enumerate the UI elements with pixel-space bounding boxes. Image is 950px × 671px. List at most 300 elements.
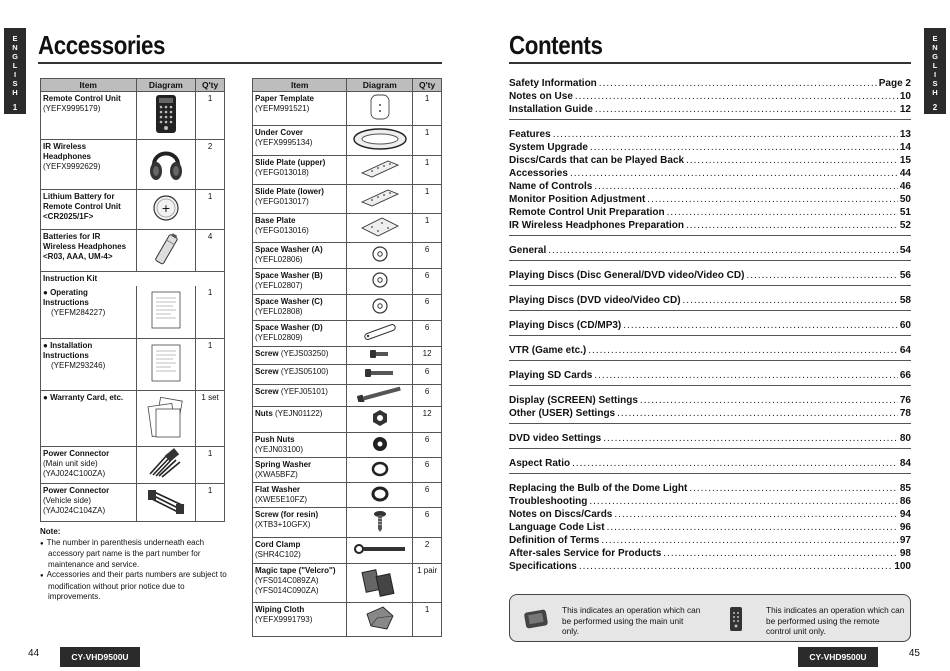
tab-letter: H [932,88,938,97]
remote-control-icon [722,605,750,633]
item-name: Remote Control Unit [43,94,121,103]
toc-entry-page: 80 [899,433,911,444]
push-nut-icon [371,435,389,453]
instruction-kit-title: Instruction Kit [41,272,225,287]
table-row [253,126,442,156]
table-row [41,140,225,190]
note-item: ● The number in parenthesis underneath each accessory part name is the part number for maintenance and service. [40,538,230,571]
toc-entry-label: Other (USER) Settings [509,408,616,419]
part-number: (YAJ024C100ZA) [43,468,106,478]
right-page [475,0,950,671]
item-name: Warranty Card, etc. [50,392,124,402]
toc-entry-page: 64 [899,345,911,356]
item-name: Screw [255,349,279,358]
item-qty: 6 [413,483,442,508]
toc-leader-dots [746,269,897,282]
item-name: Base Plate [255,216,296,225]
toc-entry [509,319,911,332]
toc-entry-label: Notes on Discs/Cards [509,509,613,520]
toc-entry-page: 14 [899,142,911,153]
tab-letter: I [933,70,937,79]
item-qty: 1 [413,185,442,214]
toc-entry-label: Playing Discs (Disc General/DVD video/Video CD) [509,270,745,281]
table-row [253,365,442,385]
table-row [41,190,225,230]
item-qty: 1 pair [413,564,442,603]
toc-entry-page: 86 [899,496,911,507]
toc-entry-label: Safety Information [509,78,597,89]
toc-entry-label: Definition of Terms [509,535,600,546]
item-qty: 6 [413,269,442,295]
part-number: (YAJ024C104ZA) [43,505,106,515]
toc-entry-page: Page 2 [878,78,911,89]
part-number: (YEFX9992629) [43,162,101,171]
toc-group [509,267,911,286]
space-washer-d-icon [360,322,400,342]
part-number: (SHR4C102) [255,550,301,559]
item-qty: 1 [196,446,225,483]
toc-entry-label: Discs/Cards that can be Played Back [509,155,685,166]
table-row [253,269,442,295]
item-name: Paper Template [255,94,314,103]
space-washer-b-icon [370,270,390,290]
toc-entry [509,90,911,103]
tab-letter: I [13,70,17,79]
toc-entry-page: 46 [899,181,911,192]
table-row [41,446,225,483]
toc-leader-dots [599,77,877,90]
short-screw-icon [368,348,392,360]
headphones-icon [148,143,184,183]
toc-leader-dots [607,521,898,534]
toc-group [509,342,911,361]
item-name: Cord Clamp [255,540,301,549]
table-row [253,156,442,185]
item-qty: 1 [413,92,442,126]
table-row [253,433,442,458]
part-number: (XWA5BFZ) [255,470,298,479]
item-name: Space Washer (B) [255,271,323,280]
item-qty: 1 [413,156,442,185]
space-washer-a-icon [370,244,390,264]
part-number: (YEFL02807) [255,281,303,290]
toc-entry-page: 50 [899,194,911,205]
toc-leader-dots [614,508,898,521]
under-cover-icon [352,127,408,151]
nut-icon [370,408,390,428]
part-number: (YEFM991521) [255,104,310,113]
item-qty: 6 [413,365,442,385]
toc-leader-dots [595,103,898,116]
part-number: (YEJN01122) [275,409,323,418]
tab-letter: G [12,52,18,61]
part-number: (YEFL02806) [255,255,303,264]
toc-group [509,430,911,449]
toc-group [509,126,911,236]
table-row [253,458,442,483]
part-number: (YEFX9995134) [255,138,313,147]
toc-group [509,392,911,424]
item-name: Slide Plate (upper) [255,158,326,167]
item-qty: 6 [413,295,442,321]
toc-entry [509,269,911,282]
toc-entry-label: Notes on Use [509,91,573,102]
table-row [41,230,225,272]
part-number: (YEFJ05101) [280,387,328,396]
item-name: Screw [255,367,279,376]
cord-clamp-icon [352,541,408,557]
toc-entry-page: 54 [899,245,911,256]
remote-control-icon [154,94,178,134]
item-name: Space Washer (C) [255,297,323,306]
toc-entry-page: 60 [899,320,911,331]
toc-group [509,77,911,120]
language-tab-left [4,28,26,114]
toc-entry [509,206,911,219]
title-rule [509,62,911,64]
item-subtitle: (Vehicle side) [43,495,92,505]
toc-entry-label: Replacing the Bulb of the Dome Light [509,483,688,494]
item-name: Slide Plate (lower) [255,187,324,196]
part-number: (YEFM293246) [51,360,106,370]
tab-letter: H [12,88,18,97]
toc-leader-dots [640,394,898,407]
toc-entry-label: After-sales Service for Products [509,548,662,559]
toc-entry-page: 96 [899,522,911,533]
toc-entry-page: 94 [899,509,911,520]
item-qty: 2 [413,538,442,564]
table-row [253,564,442,603]
header-item: Item [253,79,347,92]
toc-leader-dots [594,369,898,382]
toc-entry-page: 10 [899,91,911,102]
item-name: Nuts [255,409,273,418]
part-number: (YFS014C090ZA) [255,586,319,595]
part-number: (YEFG013018) [255,168,309,177]
table-row [253,407,442,433]
table-row [253,508,442,538]
page-title: Accessories [38,30,166,60]
table-row [41,272,225,287]
space-washer-c-icon [370,296,390,316]
item-name: Spring Washer [255,460,312,469]
toc-entry-page: 52 [899,220,911,231]
part-number: (YEFG013016) [255,226,309,235]
legend-remote-text: This indicates an operation which can be performed using the remote control unit only. [766,605,905,636]
table-row [253,483,442,508]
toc-entry-page: 56 [899,270,911,281]
toc-leader-dots [686,154,898,167]
item-subtitle: (Main unit side) [43,458,98,468]
toc-leader-dots [689,482,898,495]
table-row [41,483,225,521]
page-title: Contents [509,30,603,60]
part-number: (YFS014C089ZA) [255,576,319,585]
toc-entry [509,244,911,257]
header-item: Item [41,79,137,92]
toc-entry [509,394,911,407]
item-qty: 2 [196,140,225,190]
item-name: Screw (for resin) [255,510,319,519]
toc-leader-dots [553,128,898,141]
toc-leader-dots [663,547,898,560]
medium-screw-icon [363,366,397,380]
toc-leader-dots [590,141,898,154]
toc-entry [509,141,911,154]
toc-entry-page: 76 [899,395,911,406]
toc-entry [509,219,911,232]
toc-leader-dots [603,432,898,445]
header-qty: Q'ty [413,79,442,92]
base-plate-icon [358,216,402,238]
page-number: 45 [908,648,920,659]
toc-entry-page: 98 [899,548,911,559]
tab-letter: N [12,43,18,52]
table-row [253,185,442,214]
toc-entry-label: Troubleshooting [509,496,588,507]
item-qty: 1 [413,126,442,156]
tab-letter: S [932,79,938,88]
note-item: ● Accessories and their parts numbers are subject to modification without prior notice due to improvements. [40,570,230,603]
toc-leader-dots [572,457,898,470]
part-number: (YEJS03250) [280,349,329,358]
table-row [41,92,225,140]
toc-entry-label: Playing Discs (DVD video/Video CD) [509,295,681,306]
table-row: ● Operating Instructions (YEFM284227) 1 [41,286,225,338]
tab-letter: L [12,61,18,70]
toc-entry-label: Accessories [509,168,568,179]
toc-entry-label: System Upgrade [509,142,588,153]
toc-entry-label: Display (SCREEN) Settings [509,395,638,406]
toc-group [509,455,911,474]
manual-icon [149,290,183,330]
item-name: IR Wireless Headphones [43,142,92,161]
toc-entry [509,495,911,508]
toc-group [509,367,911,386]
toc-entry [509,457,911,470]
toc-entry [509,508,911,521]
toc-leader-dots [548,244,898,257]
item-qty: 1 [413,603,442,637]
header-diagram: Diagram [347,79,413,92]
aaa-battery-icon [151,231,181,267]
table-row [253,214,442,243]
toc-leader-dots [594,180,898,193]
toc-entry-label: Name of Controls [509,181,593,192]
part-number: (YEFL02809) [255,333,303,342]
item-qty: 1 set [196,390,225,446]
model-badge: CY-VHD9500U [60,647,140,667]
slide-plate-lower-icon [358,188,402,208]
part-number: (XWE5E10FZ) [255,495,308,504]
item-qty: 1 [196,190,225,230]
item-name: Power Connector [43,448,110,458]
accessories-table-right [252,78,442,637]
manual-icon [149,343,183,383]
table-of-contents [509,77,911,576]
model-badge: CY-VHD9500U [798,647,878,667]
item-name: Under Cover [255,128,304,137]
toc-entry-page: 97 [899,535,911,546]
item-name: Wiping Cloth [255,605,305,614]
item-name: Operating Instructions [43,288,89,307]
toc-entry-label: General [509,245,547,256]
toc-entry-label: IR Wireless Headphones Preparation [509,220,684,231]
item-qty: 1 [196,338,225,390]
item-name: Screw [255,387,279,396]
toc-entry [509,407,911,420]
part-number: (YEFX9995179) [43,104,101,113]
toc-entry-label: Installation Guide [509,104,593,115]
toc-entry-label: Playing SD Cards [509,370,593,381]
table-row [253,347,442,365]
title-rule [38,62,442,64]
tab-letter: L [932,61,938,70]
table-row [253,385,442,407]
toc-entry [509,432,911,445]
toc-entry-page: 100 [894,561,911,572]
header-diagram: Diagram [136,79,196,92]
svg-text:+: + [161,202,171,215]
toc-entry [509,180,911,193]
item-name: Push Nuts [255,435,295,444]
toc-entry [509,193,911,206]
item-name: Batteries for IR Wireless Headphones <R03, AAA, UM-4> [43,232,127,261]
item-qty: 6 [413,508,442,538]
toc-entry-page: 12 [899,104,911,115]
toc-group [509,292,911,311]
item-name: Lithium Battery for Remote Control Unit <CR2025/1F> [43,192,121,221]
toc-leader-dots [601,534,898,547]
toc-entry-label: VTR (Game etc.) [509,345,587,356]
table-row [253,538,442,564]
toc-group [509,242,911,261]
table-row: ● Installation Instructions (YEFM293246) 1 [41,338,225,390]
toc-leader-dots [647,193,898,206]
paper-template-icon [369,93,391,121]
accessories-table-left [40,78,225,522]
warranty-cards-icon [146,395,186,439]
toc-group [509,317,911,336]
power-connector-vehicle-icon [146,486,186,516]
toc-entry-label: Playing Discs (CD/MP3) [509,320,622,331]
tab-letter: E [12,34,18,43]
toc-entry [509,77,911,90]
toc-entry [509,128,911,141]
tab-number: 2 [932,103,938,112]
item-name: Flat Washer [255,485,301,494]
flat-washer-icon [371,486,389,502]
table-row [253,295,442,321]
item-qty: 1 [196,92,225,140]
table-row [253,603,442,637]
note-title: Note: [40,527,61,536]
tab-letter: N [932,43,938,52]
table-row: ● Warranty Card, etc. 1 set [41,390,225,446]
wiping-cloth-icon [363,604,397,632]
tab-letter: G [932,52,938,61]
legend-main-unit-text: This indicates an operation which can be performed using the main unit only. [562,605,701,636]
velcro-icon [360,567,400,597]
part-number: (YEJN03100) [255,445,304,454]
toc-entry-label: DVD video Settings [509,433,602,444]
toc-entry [509,294,911,307]
item-qty: 4 [196,230,225,272]
toc-leader-dots [683,294,898,307]
table-row [253,92,442,126]
item-name: Space Washer (A) [255,245,323,254]
item-qty: 1 [196,286,225,338]
item-qty: 6 [413,321,442,347]
tab-number: 1 [12,103,18,112]
toc-entry-page: 44 [899,168,911,179]
toc-entry-label: Remote Control Unit Preparation [509,207,665,218]
toc-entry [509,167,911,180]
toc-entry-label: Aspect Ratio [509,458,571,469]
part-number: (YEFL02808) [255,307,303,316]
part-number: (XTB3+10GFX) [255,520,311,529]
toc-entry [509,103,911,116]
part-number: (YEFG013017) [255,197,309,206]
item-qty: 6 [413,433,442,458]
item-name: Space Washer (D) [255,323,323,332]
toc-entry-page: 51 [899,207,911,218]
toc-leader-dots [570,167,898,180]
toc-entry-page: 78 [899,408,911,419]
toc-entry-label: Language Code List [509,522,605,533]
item-qty: 1 [196,483,225,521]
coin-battery-icon [151,193,181,223]
toc-leader-dots [579,560,893,573]
item-qty: 1 [413,214,442,243]
toc-entry-label: Monitor Position Adjustment [509,194,646,205]
toc-leader-dots [686,219,898,232]
tab-letter: E [932,34,938,43]
toc-entry-page: 85 [899,483,911,494]
toc-entry [509,534,911,547]
toc-entry-page: 66 [899,370,911,381]
long-screw-icon [355,386,405,402]
table-row [253,243,442,269]
toc-entry [509,547,911,560]
part-number: (YEJS05100) [280,367,329,376]
toc-entry-page: 84 [899,458,911,469]
tab-letter: S [12,79,18,88]
toc-leader-dots [623,319,898,332]
toc-entry [509,521,911,534]
toc-entry [509,154,911,167]
slide-plate-upper-icon [358,159,402,179]
toc-entry [509,369,911,382]
toc-leader-dots [589,495,898,508]
item-name: Installation Instructions [43,340,93,360]
toc-group [509,480,911,576]
item-name: Magic tape ("Velcro") [255,566,336,575]
toc-entry-label: Specifications [509,561,577,572]
toc-entry-label: Features [509,129,551,140]
page-number: 44 [28,648,40,659]
toc-leader-dots [575,90,898,103]
main-unit-icon [522,605,550,633]
item-qty: 12 [413,407,442,433]
item-qty: 12 [413,347,442,365]
toc-entry-page: 13 [899,129,911,140]
item-qty: 6 [413,243,442,269]
item-qty: 6 [413,385,442,407]
toc-leader-dots [588,344,898,357]
toc-entry [509,344,911,357]
power-connector-main-icon [146,448,186,478]
